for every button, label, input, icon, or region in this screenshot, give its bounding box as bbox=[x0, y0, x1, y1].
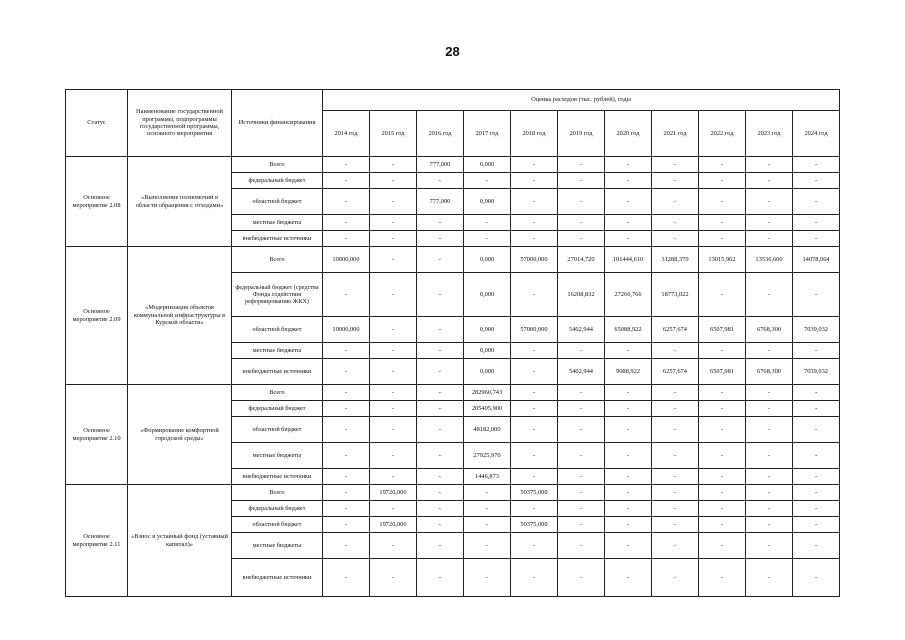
value-cell: - bbox=[605, 443, 652, 469]
value-cell: - bbox=[417, 443, 464, 469]
value-cell: - bbox=[652, 401, 699, 417]
funding-source-cell: областной бюджет bbox=[232, 317, 323, 343]
value-cell: - bbox=[323, 215, 370, 231]
table-header bbox=[66, 90, 840, 157]
value-cell: - bbox=[699, 385, 746, 401]
value-cell: - bbox=[746, 189, 793, 215]
value-cell: - bbox=[464, 533, 511, 559]
value-cell: - bbox=[417, 343, 464, 359]
value-cell: - bbox=[793, 401, 840, 417]
value-cell: - bbox=[464, 231, 511, 247]
value-cell: - bbox=[323, 273, 370, 317]
value-cell: - bbox=[699, 173, 746, 189]
value-cell: - bbox=[699, 215, 746, 231]
budget-table bbox=[65, 89, 840, 597]
value-cell: - bbox=[558, 343, 605, 359]
funding-source-cell: федеральный бюджет (средства Фонда содействия реформированию ЖКХ) bbox=[232, 273, 323, 317]
value-cell: - bbox=[464, 215, 511, 231]
value-cell: - bbox=[746, 173, 793, 189]
value-cell: - bbox=[323, 343, 370, 359]
value-cell: - bbox=[370, 401, 417, 417]
value-cell: 5402,944 bbox=[558, 359, 605, 385]
value-cell: 9088,922 bbox=[605, 359, 652, 385]
status-cell: Основное мероприятие 2.09 bbox=[66, 247, 128, 385]
value-cell: - bbox=[652, 215, 699, 231]
value-cell: - bbox=[793, 215, 840, 231]
value-cell: - bbox=[793, 485, 840, 501]
value-cell: - bbox=[370, 443, 417, 469]
funding-source-cell: местные бюджеты bbox=[232, 533, 323, 559]
funding-source-cell: федеральный бюджет bbox=[232, 501, 323, 517]
value-cell: 101444,610 bbox=[605, 247, 652, 273]
value-cell: - bbox=[511, 469, 558, 485]
program-name-cell: «Формирование комфортной городской среды» bbox=[128, 385, 232, 485]
funding-source-cell: областной бюджет bbox=[232, 517, 323, 533]
value-cell: 777,000 bbox=[417, 157, 464, 173]
year-header: 2020 год bbox=[605, 111, 652, 157]
value-cell: - bbox=[370, 533, 417, 559]
value-cell: - bbox=[746, 417, 793, 443]
year-header: 2015 год bbox=[370, 111, 417, 157]
value-cell: - bbox=[605, 517, 652, 533]
value-cell: - bbox=[464, 559, 511, 597]
value-cell: - bbox=[699, 417, 746, 443]
year-header: 2023 год bbox=[746, 111, 793, 157]
value-cell: - bbox=[746, 273, 793, 317]
value-cell: 0,000 bbox=[464, 273, 511, 317]
funding-source-cell: Всего bbox=[232, 485, 323, 501]
value-cell: - bbox=[511, 215, 558, 231]
value-cell: 13015,962 bbox=[699, 247, 746, 273]
value-cell: 27014,720 bbox=[558, 247, 605, 273]
value-cell: - bbox=[417, 485, 464, 501]
value-cell: - bbox=[323, 469, 370, 485]
value-cell: - bbox=[652, 157, 699, 173]
value-cell: - bbox=[323, 559, 370, 597]
value-cell: - bbox=[793, 231, 840, 247]
value-cell: - bbox=[605, 231, 652, 247]
value-cell: - bbox=[511, 385, 558, 401]
table-row bbox=[66, 157, 840, 173]
value-cell: - bbox=[558, 533, 605, 559]
value-cell: - bbox=[323, 385, 370, 401]
year-header: 2016 год bbox=[417, 111, 464, 157]
value-cell: - bbox=[558, 401, 605, 417]
value-cell: - bbox=[746, 501, 793, 517]
value-cell: - bbox=[699, 559, 746, 597]
value-cell: - bbox=[793, 343, 840, 359]
value-cell: - bbox=[699, 501, 746, 517]
page-number: 28 bbox=[445, 44, 460, 59]
value-cell: - bbox=[793, 469, 840, 485]
value-cell: - bbox=[605, 385, 652, 401]
value-cell: - bbox=[605, 189, 652, 215]
value-cell: - bbox=[511, 157, 558, 173]
value-cell: 57000,000 bbox=[511, 247, 558, 273]
value-cell: - bbox=[370, 157, 417, 173]
value-cell: 0,000 bbox=[464, 317, 511, 343]
value-cell: - bbox=[558, 443, 605, 469]
value-cell: 27266,766 bbox=[605, 273, 652, 317]
value-cell: - bbox=[699, 469, 746, 485]
value-cell: 10000,000 bbox=[323, 317, 370, 343]
value-cell: - bbox=[699, 189, 746, 215]
table-body bbox=[66, 157, 840, 597]
value-cell: - bbox=[323, 231, 370, 247]
value-cell: 31288,370 bbox=[652, 247, 699, 273]
value-cell: - bbox=[652, 469, 699, 485]
value-cell: - bbox=[323, 157, 370, 173]
value-cell: 7039,032 bbox=[793, 359, 840, 385]
value-cell: - bbox=[605, 343, 652, 359]
value-cell: - bbox=[323, 485, 370, 501]
value-cell: 16208,832 bbox=[558, 273, 605, 317]
year-header: 2017 год bbox=[464, 111, 511, 157]
value-cell: - bbox=[511, 343, 558, 359]
value-cell: - bbox=[511, 231, 558, 247]
value-cell: - bbox=[511, 359, 558, 385]
funding-source-cell: внебюджетные источники bbox=[232, 559, 323, 597]
funding-source-cell: местные бюджеты bbox=[232, 215, 323, 231]
value-cell: - bbox=[370, 343, 417, 359]
value-cell: - bbox=[652, 189, 699, 215]
status-header: Статус bbox=[66, 90, 128, 157]
value-cell: - bbox=[370, 189, 417, 215]
value-cell: - bbox=[558, 189, 605, 215]
value-cell: - bbox=[746, 517, 793, 533]
year-header: 2021 год bbox=[652, 111, 699, 157]
value-cell: - bbox=[605, 401, 652, 417]
value-cell: 6257,674 bbox=[652, 359, 699, 385]
value-cell: - bbox=[558, 417, 605, 443]
value-cell: 0,000 bbox=[464, 247, 511, 273]
value-cell: - bbox=[746, 157, 793, 173]
value-cell: - bbox=[558, 501, 605, 517]
value-cell: 6507,981 bbox=[699, 359, 746, 385]
value-cell: - bbox=[464, 501, 511, 517]
value-cell: - bbox=[417, 215, 464, 231]
value-cell: - bbox=[793, 517, 840, 533]
value-cell: - bbox=[511, 559, 558, 597]
value-cell: - bbox=[746, 385, 793, 401]
status-cell: Основное мероприятие 2.08 bbox=[66, 157, 128, 247]
value-cell: - bbox=[511, 417, 558, 443]
value-cell: - bbox=[746, 469, 793, 485]
value-cell: - bbox=[323, 443, 370, 469]
funding-source-cell: областной бюджет bbox=[232, 189, 323, 215]
value-cell: 19720,000 bbox=[370, 517, 417, 533]
value-cell: - bbox=[605, 157, 652, 173]
value-cell: - bbox=[511, 533, 558, 559]
value-cell: - bbox=[699, 533, 746, 559]
value-cell: - bbox=[511, 401, 558, 417]
value-cell: - bbox=[793, 533, 840, 559]
value-cell: - bbox=[417, 359, 464, 385]
value-cell: - bbox=[417, 385, 464, 401]
value-cell: - bbox=[699, 343, 746, 359]
value-cell: - bbox=[746, 533, 793, 559]
year-header: 2014 год bbox=[323, 111, 370, 157]
value-cell: - bbox=[746, 401, 793, 417]
value-cell: - bbox=[558, 517, 605, 533]
value-cell: - bbox=[323, 517, 370, 533]
value-cell: - bbox=[558, 385, 605, 401]
value-cell: - bbox=[464, 485, 511, 501]
value-cell: 19720,000 bbox=[370, 485, 417, 501]
value-cell: 48182,000 bbox=[464, 417, 511, 443]
value-cell: - bbox=[370, 231, 417, 247]
value-cell: - bbox=[323, 533, 370, 559]
value-cell: - bbox=[605, 215, 652, 231]
value-cell: - bbox=[511, 273, 558, 317]
value-cell: - bbox=[605, 533, 652, 559]
value-cell: 18773,022 bbox=[652, 273, 699, 317]
value-cell: - bbox=[793, 559, 840, 597]
value-cell: - bbox=[558, 559, 605, 597]
value-cell: - bbox=[652, 443, 699, 469]
value-cell: 50375,000 bbox=[511, 517, 558, 533]
value-cell: - bbox=[558, 215, 605, 231]
value-cell: - bbox=[605, 469, 652, 485]
funding-source-cell: местные бюджеты bbox=[232, 343, 323, 359]
value-cell: - bbox=[370, 501, 417, 517]
value-cell: - bbox=[652, 517, 699, 533]
value-cell: - bbox=[652, 559, 699, 597]
value-cell: - bbox=[652, 343, 699, 359]
value-cell: - bbox=[370, 173, 417, 189]
value-cell: 10000,000 bbox=[323, 247, 370, 273]
value-cell: 282960,743 bbox=[464, 385, 511, 401]
value-cell: 14078,064 bbox=[793, 247, 840, 273]
value-cell: - bbox=[323, 359, 370, 385]
program-name-cell: «Выполнение полномочий в области обращения с отходами» bbox=[128, 157, 232, 247]
value-cell: - bbox=[370, 417, 417, 443]
cost-estimate-header: Оценка расходов (тыс. рублей), годы bbox=[323, 90, 840, 111]
year-header: 2019 год bbox=[558, 111, 605, 157]
funding-source-cell: федеральный бюджет bbox=[232, 173, 323, 189]
value-cell: - bbox=[652, 231, 699, 247]
value-cell: - bbox=[793, 189, 840, 215]
value-cell: - bbox=[699, 517, 746, 533]
value-cell: - bbox=[464, 517, 511, 533]
value-cell: - bbox=[652, 417, 699, 443]
status-cell: Основное мероприятие 2.11 bbox=[66, 485, 128, 597]
value-cell: - bbox=[746, 231, 793, 247]
value-cell: - bbox=[511, 443, 558, 469]
funding-source-cell: федеральный бюджет bbox=[232, 401, 323, 417]
value-cell: - bbox=[511, 501, 558, 517]
value-cell: - bbox=[793, 273, 840, 317]
value-cell: - bbox=[558, 469, 605, 485]
value-cell: - bbox=[746, 443, 793, 469]
value-cell: 13536,600 bbox=[746, 247, 793, 273]
funding-source-cell: Всего bbox=[232, 157, 323, 173]
value-cell: - bbox=[699, 231, 746, 247]
value-cell: - bbox=[323, 173, 370, 189]
table-row bbox=[66, 485, 840, 501]
value-cell: - bbox=[323, 189, 370, 215]
value-cell: 50375,000 bbox=[511, 485, 558, 501]
value-cell: - bbox=[652, 485, 699, 501]
value-cell: - bbox=[323, 401, 370, 417]
value-cell: - bbox=[370, 559, 417, 597]
funding-source-cell: местные бюджеты bbox=[232, 443, 323, 469]
funding-source-cell: внебюджетные источники bbox=[232, 469, 323, 485]
value-cell: - bbox=[417, 501, 464, 517]
value-cell: - bbox=[699, 273, 746, 317]
program-name-cell: «Модернизация объектов коммунальной инфраструктуры в Курской области» bbox=[128, 247, 232, 385]
value-cell: - bbox=[464, 173, 511, 189]
value-cell: - bbox=[793, 417, 840, 443]
value-cell: - bbox=[417, 559, 464, 597]
value-cell: - bbox=[558, 485, 605, 501]
value-cell: 0,000 bbox=[464, 157, 511, 173]
value-cell: 7039,032 bbox=[793, 317, 840, 343]
value-cell: - bbox=[699, 443, 746, 469]
funding-source-cell: областной бюджет bbox=[232, 417, 323, 443]
value-cell: - bbox=[605, 173, 652, 189]
value-cell: - bbox=[417, 401, 464, 417]
value-cell: - bbox=[652, 173, 699, 189]
value-cell: - bbox=[793, 385, 840, 401]
funding-source-header: Источники финансирования bbox=[232, 90, 323, 157]
value-cell: - bbox=[417, 247, 464, 273]
value-cell: 777,000 bbox=[417, 189, 464, 215]
value-cell: - bbox=[699, 157, 746, 173]
value-cell: 65088,922 bbox=[605, 317, 652, 343]
year-header: 2018 год bbox=[511, 111, 558, 157]
value-cell: - bbox=[370, 215, 417, 231]
value-cell: - bbox=[605, 559, 652, 597]
value-cell: 205405,900 bbox=[464, 401, 511, 417]
table-row bbox=[66, 247, 840, 273]
year-header: 2022 год bbox=[699, 111, 746, 157]
value-cell: - bbox=[652, 501, 699, 517]
value-cell: - bbox=[417, 273, 464, 317]
value-cell: - bbox=[793, 173, 840, 189]
value-cell: - bbox=[699, 401, 746, 417]
value-cell: - bbox=[746, 343, 793, 359]
value-cell: - bbox=[370, 317, 417, 343]
funding-source-cell: внебюджетные источники bbox=[232, 231, 323, 247]
value-cell: - bbox=[417, 533, 464, 559]
value-cell: - bbox=[746, 559, 793, 597]
value-cell: - bbox=[793, 501, 840, 517]
value-cell: - bbox=[323, 417, 370, 443]
value-cell: - bbox=[370, 385, 417, 401]
value-cell: - bbox=[605, 501, 652, 517]
value-cell: - bbox=[558, 231, 605, 247]
funding-source-cell: Всего bbox=[232, 247, 323, 273]
table-row bbox=[66, 385, 840, 401]
value-cell: - bbox=[793, 157, 840, 173]
value-cell: - bbox=[417, 517, 464, 533]
value-cell: - bbox=[558, 173, 605, 189]
value-cell: - bbox=[652, 385, 699, 401]
value-cell: - bbox=[417, 469, 464, 485]
program-name-header: Наименование государственной программы, подпрограммы государственной программы, основного мероприятия bbox=[128, 90, 232, 157]
value-cell: - bbox=[511, 173, 558, 189]
value-cell: - bbox=[746, 215, 793, 231]
status-cell: Основное мероприятие 2.10 bbox=[66, 385, 128, 485]
value-cell: - bbox=[323, 501, 370, 517]
value-cell: 6768,300 bbox=[746, 359, 793, 385]
value-cell: - bbox=[746, 485, 793, 501]
value-cell: 57000,000 bbox=[511, 317, 558, 343]
value-cell: - bbox=[652, 533, 699, 559]
value-cell: - bbox=[417, 417, 464, 443]
value-cell: 6768,300 bbox=[746, 317, 793, 343]
value-cell: 1446,873 bbox=[464, 469, 511, 485]
value-cell: 6507,981 bbox=[699, 317, 746, 343]
value-cell: - bbox=[605, 417, 652, 443]
value-cell: - bbox=[370, 359, 417, 385]
value-cell: 0,000 bbox=[464, 189, 511, 215]
program-name-cell: «Взнос в уставный фонд (уставный капитал)» bbox=[128, 485, 232, 597]
value-cell: - bbox=[370, 273, 417, 317]
funding-source-cell: Всего bbox=[232, 385, 323, 401]
year-header: 2024 год bbox=[793, 111, 840, 157]
value-cell: - bbox=[417, 317, 464, 343]
value-cell: - bbox=[417, 231, 464, 247]
value-cell: - bbox=[370, 469, 417, 485]
value-cell: - bbox=[605, 485, 652, 501]
value-cell: - bbox=[511, 189, 558, 215]
value-cell: - bbox=[793, 443, 840, 469]
value-cell: 27925,970 bbox=[464, 443, 511, 469]
funding-source-cell: внебюджетные источники bbox=[232, 359, 323, 385]
value-cell: 5402,944 bbox=[558, 317, 605, 343]
value-cell: - bbox=[417, 173, 464, 189]
value-cell: - bbox=[370, 247, 417, 273]
value-cell: 6257,674 bbox=[652, 317, 699, 343]
value-cell: 0,000 bbox=[464, 359, 511, 385]
value-cell: 0,000 bbox=[464, 343, 511, 359]
value-cell: - bbox=[699, 485, 746, 501]
value-cell: - bbox=[558, 157, 605, 173]
